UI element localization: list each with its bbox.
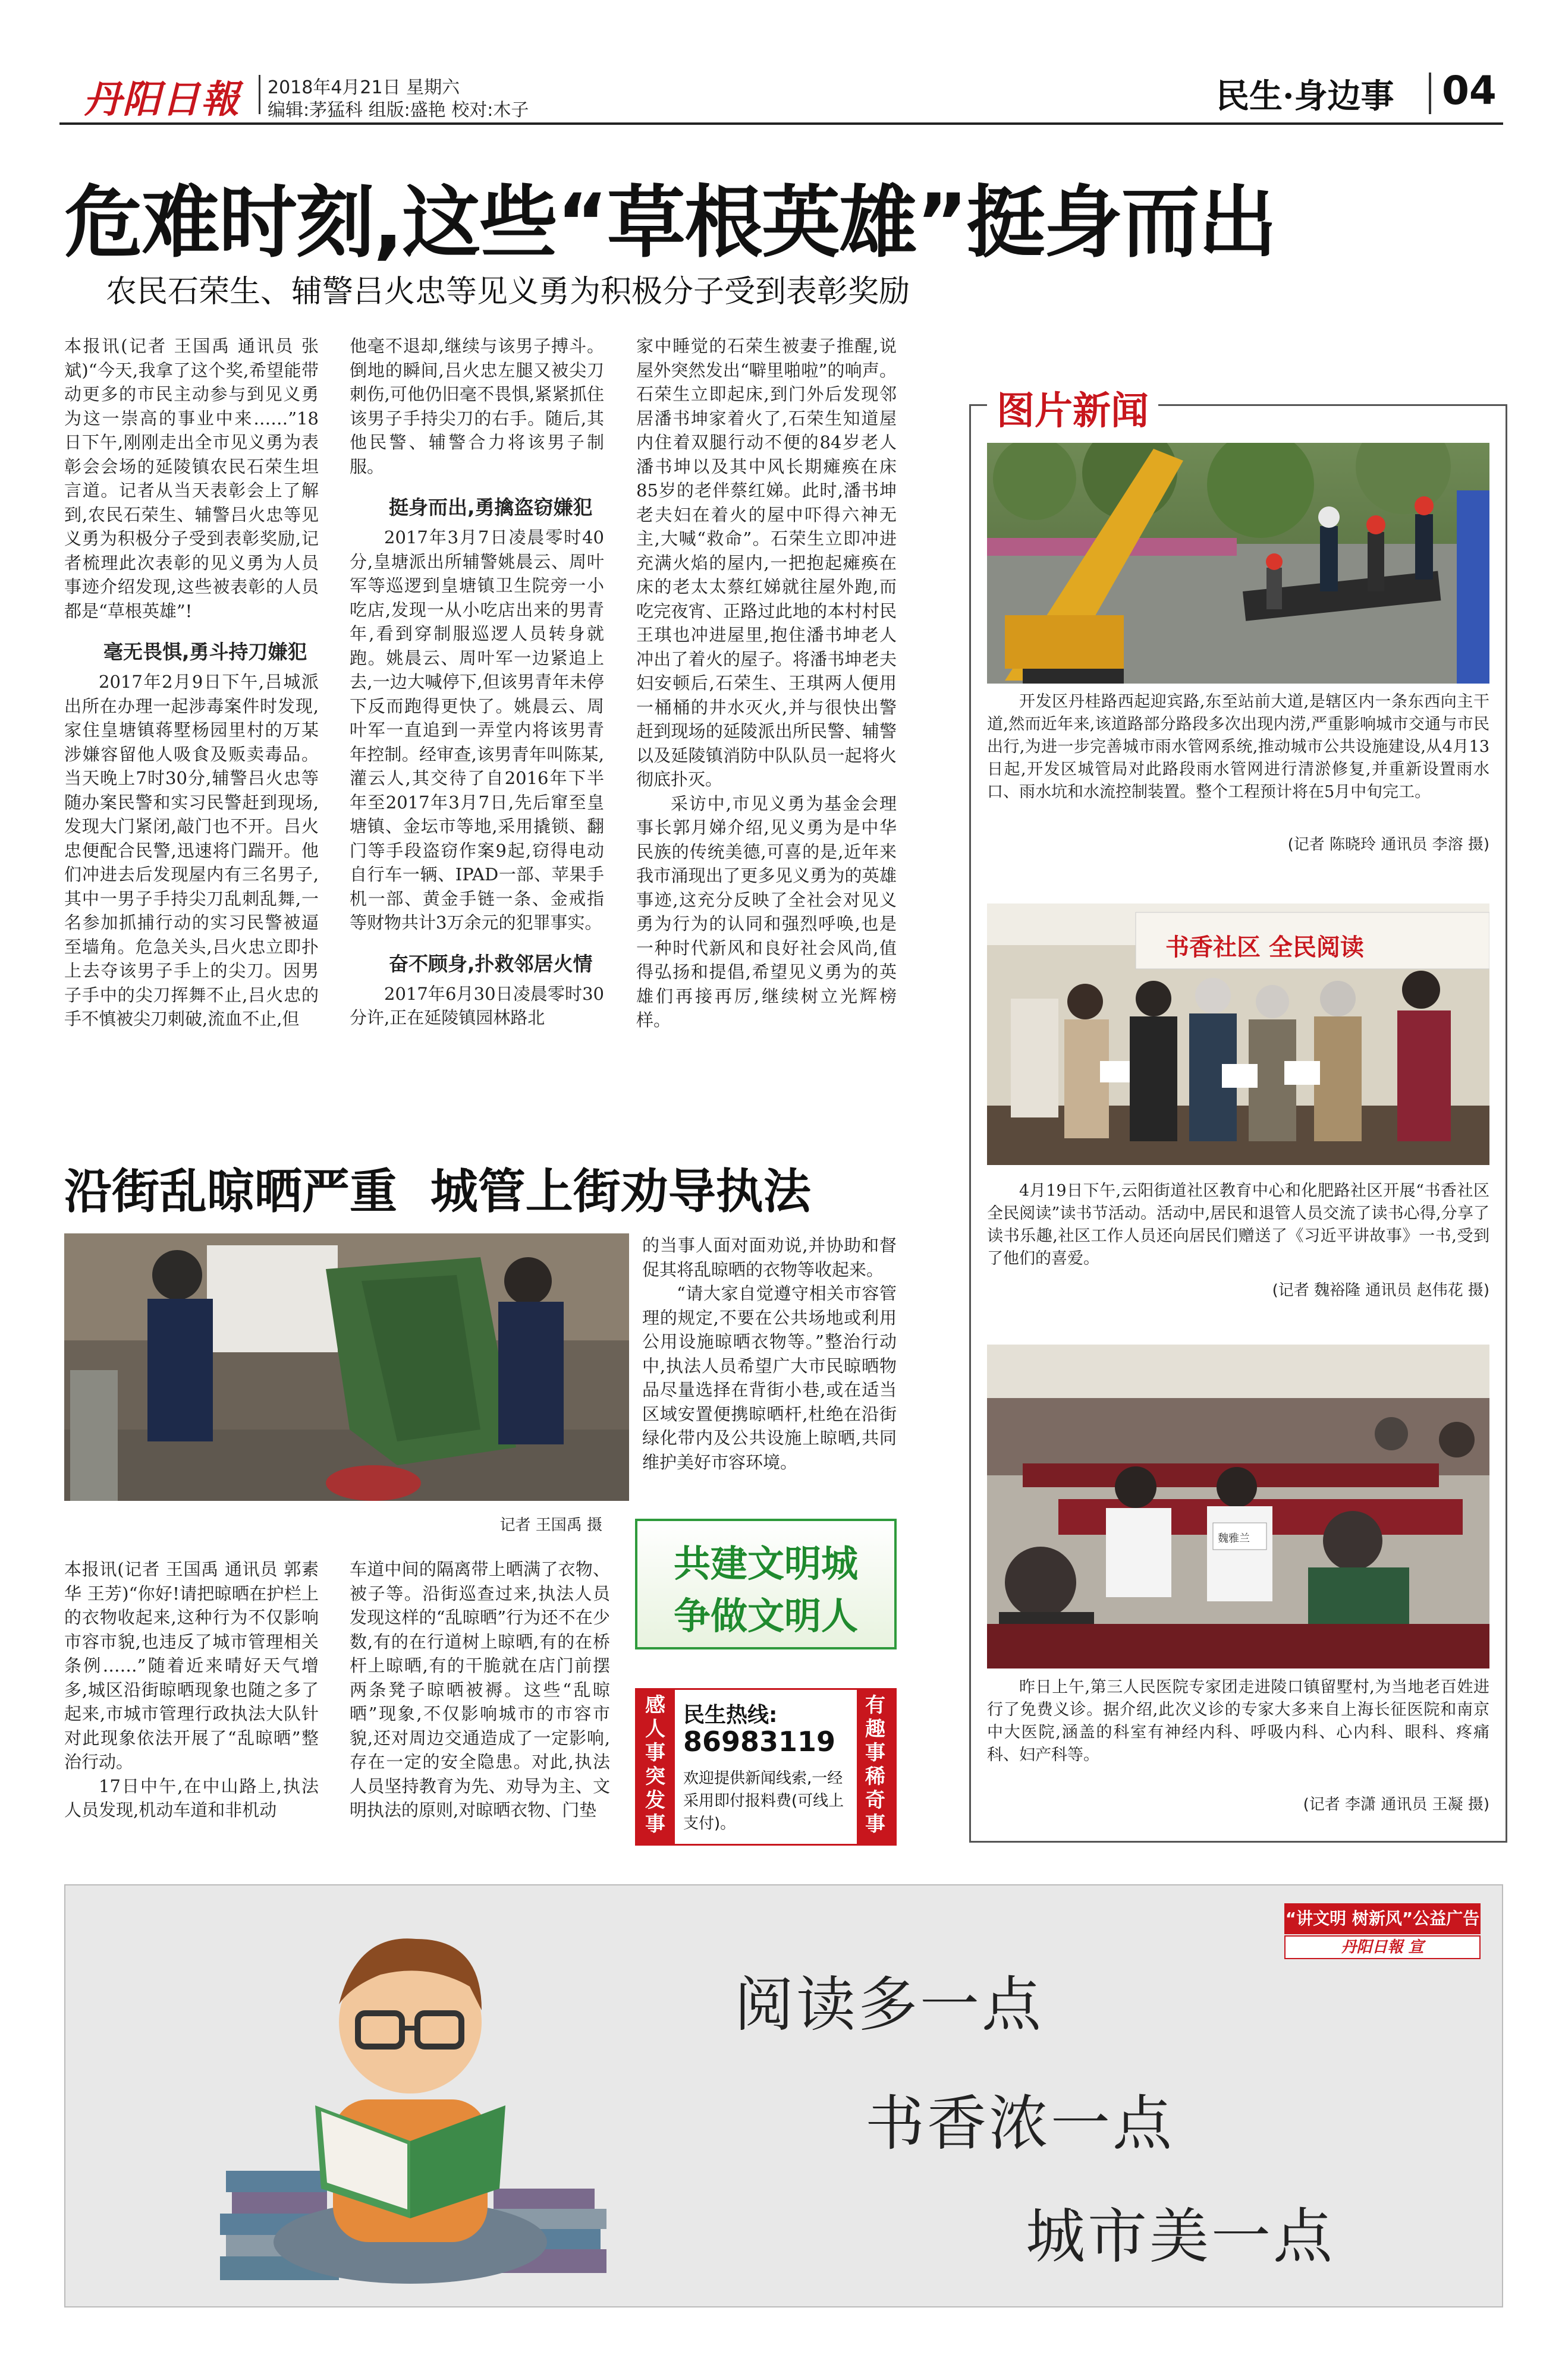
hotline-left-tag: 感人事 突发事 [637, 1690, 675, 1844]
hotline-number[interactable]: 86983119 [683, 1726, 836, 1758]
subhead-2: 挺身而出,勇擒盗窃嫌犯 [389, 496, 593, 519]
paragraph: 2017年2月9日下午,吕城派出所在办理一起涉毒案件时发现,家住皇塘镇蒋墅杨园里村的万某涉嫌容留他人吸食及贩卖毒品。当天晚上7时30分,辅警吕火忠等随办案民警和实习民警赶到现场,发现大门紧闭,敲门也不开。吕火忠便配合民警,迅速将门踹开。他们冲进去后发现屋内有三名男子,其中一男子手持尖刀乱刺乱舞,一名参加抓捕行动的实习民警被逼至墙角。危急关头,吕火忠立即扑上去夺该男子手上的尖刀。因男子手中的尖刀挥舞不止,吕火忠的手不慎被尖刀刺破,流血不止,但 [64, 672, 319, 1029]
photo-laundry-enforcement [64, 1233, 629, 1501]
photo1-caption [987, 691, 1489, 804]
hotline-note: 欢迎提供新闻线索,一经采用即付报料费(可线上支付)。 [683, 1770, 844, 1833]
civ-slogan-line2: 争做文明人 [673, 1594, 858, 1638]
hotline-right-tag: 有趣事 稀奇事 [857, 1690, 895, 1844]
second-column-1 [64, 1557, 319, 1822]
ad-tag-sub: 丹阳日報 宣 [1284, 1935, 1481, 1959]
ad-line-3: 城市美一点 [1026, 2202, 1335, 2271]
photo-news-title: 图片新闻 [987, 380, 1158, 435]
ad-line-2: 书香浓一点 [865, 2089, 1174, 2158]
subhead-3: 奋不顾身,扑救邻居火情 [389, 952, 593, 975]
masthead [59, 64, 1503, 124]
public-service-ad [64, 1884, 1503, 2307]
paragraph: “请大家自觉遵守相关市容管理的规定,不要在公共场地或利用公用设施晾晒衣物等。”整治行动中,执法人员希望广大市民晾晒物品尽量选择在背街小巷,或在适当区域安置便携晾晒杆,杜绝在沿街绿化带内及公共设施上晾晒,共同维护美好市容环境。 [642, 1283, 897, 1472]
lead-subheadline: 农民石荣生、辅警吕火忠等见义勇为积极分子受到表彰奖励 [106, 274, 910, 310]
paragraph: 家中睡觉的石荣生被妻子推醒,说屋外突然发出“噼里啪啦”的响声。石荣生立即起床,到门外后发现邻居潘书坤家着火了,石荣生知道屋内住着双腿行动不便的84岁老人潘书坤以及其中风长期瘫痪在床85岁的老伴蔡红娣。此时,潘书坤老夫妇在着火的屋中吓得六神无主,大喊“救命”。石荣生立即冲进充满火焰的屋内,一把抱起瘫痪在床的老太太蔡红娣就往屋外跑,而吃完夜宵、正路过此地的本村村民王琪也冲进屋里,抱住潘书坤老人冲出了着火的屋子。将潘书坤老夫妇安顿后,石荣生、王琪两人便用一桶桶的井水灭火,并与很快出警赶到现场的延陵派出所民警、辅警以及延陵镇消防中队队员一起将火彻底扑灭。 [636, 336, 897, 789]
paragraph: 的当事人面对面劝说,并协助和督促其将乱晾晒的衣物等收起来。 [642, 1235, 897, 1280]
laundry-photo-credit: 记者 王国禹 摄 [499, 1516, 602, 1534]
lead-column-3 [636, 334, 897, 1032]
reading-banner-text: 书香社区 全民阅读 [1165, 934, 1364, 961]
caption-text: 开发区丹桂路西起迎宾路,东至站前大道,是辖区内一条东西向主干道,然而近年来,该道路部分路段多次出现内涝,严重影响城市交通与市民出行,为进一步完善城市雨水管网系统,推动城市公共设施建设,从4月13日起,开发区城管局对此路段雨水管网进行清淤修复,并重新设置雨水口、雨水坑和水流控制装置。整个工程预计将在5月中旬完工。 [987, 692, 1489, 801]
photo3-caption [987, 1676, 1489, 1767]
issue-date: 2018年4月21日 星期六 [268, 77, 460, 98]
paragraph: 本报讯(记者 王国禹 通讯员 郭素华 王芳)“你好!请把晾晒在护栏上的衣物收起来,这种行为不仅影响市容市貌,也违反了城市管理相关条例……”随着近来晴好天气增多,城区沿街晾晒现象也随之多了起来,市城市管理行政执法大队针对此现象依法开展了“乱晾晒”整治行动。 [64, 1559, 319, 1772]
doctor-nameplate: 魏雅兰 [1218, 1532, 1250, 1545]
lead-headline: 危难时刻,这些“草根英雄”挺身而出 [64, 177, 1276, 269]
section-divider [1429, 73, 1431, 114]
subhead-1: 毫无畏惧,勇斗持刀嫌犯 [103, 640, 307, 663]
photo1-credit: (记者 陈晓玲 通讯员 李溶 摄) [1287, 836, 1489, 854]
ad-tag: “讲文明 树新风”公益广告 [1284, 1903, 1481, 1934]
caption-text: 4月19日下午,云阳街道社区教育中心和化肥路社区开展“书香社区 全民阅读”读书节活动。活动中,居民和退管人员交流了读书心得,分享了读书乐趣,社区工作人员还向居民们赠送了《习近平讲故事》一书,受到了他们的喜爱。 [987, 1182, 1489, 1268]
paragraph: 2017年3月7日凌晨零时40分,皇塘派出所辅警姚晨云、周叶军等巡逻到皇塘镇卫生院旁一小吃店,发现一从小吃店出来的男青年,看到穿制服巡逻人员转身就跑。姚晨云、周叶军一边紧追上去,一边大喊停下,但该男青年未停下反而跑得更快了。姚晨云、周叶军一直追到一弄堂内将该男青年控制。经审查,该男青年叫陈某,灌云人,其交待了自2016年下半年至2017年3月7日,先后窜至皇塘镇、金坛市等地,采用撬锁、翻门等手段盗窃作案9起,窃得电动自行车一辆、IPAD一部、苹果手机一部、黄金手链一条、金戒指等财物共计3万余元的犯罪事实。 [350, 527, 604, 933]
section-title: 民生·身边事 [1216, 77, 1394, 116]
photo-free-clinic [987, 1345, 1489, 1668]
civ-slogan-line1: 共建文明城 [673, 1542, 858, 1585]
photo3-credit: (记者 李潇 通讯员 王凝 摄) [1303, 1796, 1489, 1814]
free-clinic-image [987, 1345, 1489, 1668]
civilization-slogan-box [635, 1519, 897, 1649]
paragraph: 采访中,市见义勇为基金会理事长郭月娣介绍,见义勇为是中华民族的传统美德,可喜的是,近年来我市涌现出了更多见义勇为的英雄事迹,这充分反映了全社会对见义勇为行为的认同和强烈呼唤,也是一种时代新风和良好社会风尚,值得弘扬和提倡,希望见义勇为的英雄们再接再厉,继续树立光辉榜样。 [636, 793, 897, 1030]
laundry-enforcement-image [64, 1233, 629, 1501]
paragraph: 他毫不退却,继续与该男子搏斗。倒地的瞬间,吕火忠左腿又被尖刀刺伤,可他仍旧毫不畏惧,紧紧抓住该男子手持尖刀的右手。随后,其他民警、辅警合力将该男子制服。 [350, 336, 604, 477]
reader-illustration [202, 1909, 630, 2307]
paragraph: 车道中间的隔离带上晒满了衣物、被子等。沿街巡查过来,执法人员发现这样的“乱晾晒”行为还不在少数,有的在行道树上晾晒,有的在桥杆上晾晒,有的干脆就在店门前摆两条凳子晾晒被褥。这些“乱晾晒”现象,不仅影响城市的市容市貌,还对周边交通造成了一定影响,存在一定的安全隐患。对此,执法人员坚持教育为先、劝导为主、文明执法的原则,对晾晒衣物、门垫 [350, 1559, 610, 1820]
hotline-box [635, 1688, 897, 1846]
construction-scene-image [987, 443, 1489, 684]
newspaper-logo: 丹阳日報 [83, 77, 240, 122]
hotline-label: 民生热线: [683, 1703, 778, 1727]
lead-column-2 [350, 334, 604, 1030]
ad-line-1: 阅读多一点 [734, 1970, 1044, 2039]
caption-text: 昨日上午,第三人民医院专家团走进陵口镇留墅村,为当地老百姓进行了免费义诊。据介绍,此次义诊的专家大多来自上海长征医院和南京中大医院,涵盖的科室有神经内科、呼吸内科、心内科、眼科、疼痛科、妇产科等。 [987, 1678, 1489, 1764]
second-column-2 [350, 1557, 610, 1822]
lead-column-1 [64, 334, 319, 1031]
page-number: 04 [1442, 68, 1497, 114]
second-right-column [642, 1233, 897, 1474]
paragraph: 2017年6月30日凌晨零时30分许,正在延陵镇园林路北 [350, 983, 604, 1028]
photo2-credit: (记者 魏裕隆 通讯员 赵伟花 摄) [1272, 1282, 1489, 1299]
masthead-rule [59, 122, 1503, 125]
photo-reading-event [987, 903, 1489, 1165]
photo2-caption [987, 1180, 1489, 1270]
photo-construction [987, 443, 1489, 684]
logo-divider [259, 75, 260, 114]
paragraph: 17日中午,在中山路上,执法人员发现,机动车道和非机动 [64, 1775, 319, 1820]
editors-line: 编辑:茅猛科 组版:盛艳 校对:木子 [268, 100, 529, 121]
second-headline: 沿街乱晾晒严重 城管上街劝导执法 [64, 1164, 811, 1219]
lead-paragraph: 本报讯(记者 王国禹 通讯员 张斌)“今天,我拿了这个奖,希望能带动更多的市民主动参与到见义勇为这一崇高的事业中来……”18日下午,刚刚走出全市见义勇为表彰会会场的延陵镇农民石荣生坦言道。记者从当天表彰会上了解到,农民石荣生、辅警吕火忠等见义勇为积极分子受到表彰奖励,记者梳理此次表彰的见义勇为人员事迹介绍发现,这些被表彰的人员都是“草根英雄”! [64, 336, 319, 621]
